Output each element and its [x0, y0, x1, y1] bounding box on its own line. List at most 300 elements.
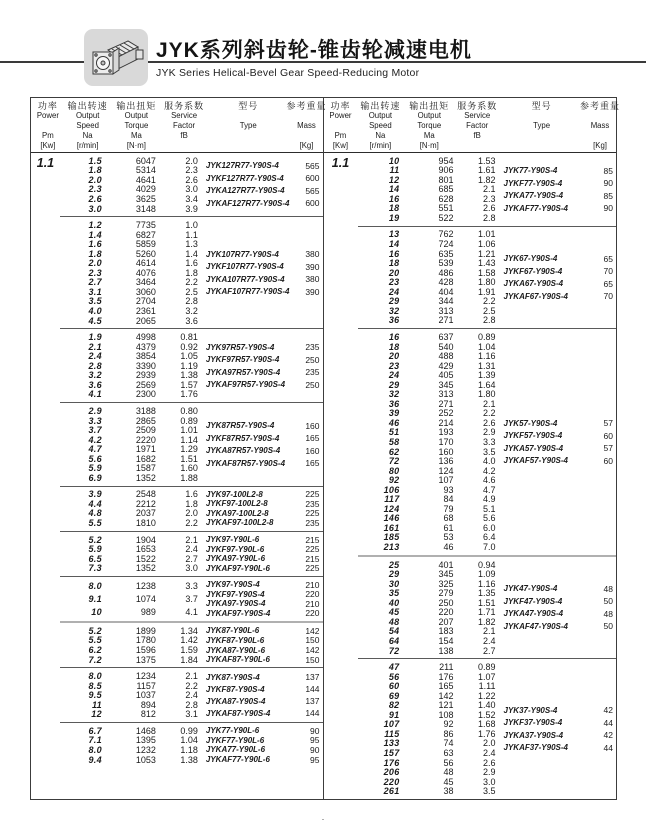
service-factor-value: 3.0 — [185, 563, 198, 574]
spec-row — [60, 645, 202, 655]
spec-row — [358, 277, 500, 287]
mass-value: 600 — [305, 198, 320, 209]
output-speed-value: 9.1 — [88, 594, 102, 605]
spec-row — [358, 380, 500, 390]
output-speed-value: 54 — [388, 626, 400, 637]
output-speed-value: 64 — [388, 635, 400, 646]
output-speed-value: 36 — [388, 398, 400, 409]
spec-row — [358, 681, 500, 691]
output-torque-value: 1899 — [135, 625, 156, 636]
spec-row — [358, 156, 500, 166]
spec-row — [358, 287, 500, 297]
service-factor-value: 1.07 — [477, 671, 496, 682]
spec-row — [60, 736, 202, 746]
output-speed-value: 5.5 — [88, 635, 102, 646]
table-body — [324, 153, 617, 799]
header-line: [Kg] — [593, 141, 607, 150]
output-speed-value: 107 — [383, 719, 400, 730]
output-speed-value: 3.0 — [88, 203, 102, 214]
service-factor-value: 6.0 — [482, 522, 496, 533]
mass-value: 137 — [305, 696, 320, 707]
type-row — [206, 490, 323, 500]
mass-value: 50 — [603, 596, 613, 607]
gear-motor-illustration — [88, 34, 144, 82]
service-factor-value: 1.31 — [477, 360, 496, 371]
type-row — [206, 499, 323, 509]
type-name: JYKF77-Y90S-4 — [503, 178, 563, 188]
output-speed-value: 7.1 — [88, 735, 102, 746]
spec-row — [358, 316, 500, 326]
spec-row — [60, 607, 202, 617]
output-torque-value: 428 — [438, 277, 454, 288]
mass-value: 60 — [603, 455, 613, 466]
type-row — [206, 432, 323, 445]
mass-value: 65 — [603, 253, 613, 264]
service-factor-value: 2.5 — [482, 305, 496, 316]
type-row — [206, 197, 323, 210]
output-torque-value: 540 — [438, 341, 454, 352]
service-factor-value: 1.01 — [477, 229, 496, 240]
type-row — [504, 189, 617, 202]
mass-value: 42 — [603, 705, 613, 716]
spec-table — [30, 97, 621, 800]
type-list — [202, 490, 323, 528]
type-row — [504, 252, 617, 265]
service-factor-value: 3.5 — [482, 446, 496, 457]
header-cell — [455, 101, 499, 152]
output-speed-value: 32 — [388, 389, 400, 400]
service-factor-value: 2.3 — [482, 193, 496, 204]
service-factor-value: 1.04 — [477, 341, 496, 352]
type-row — [504, 608, 617, 621]
service-factor-value: 2.1 — [185, 671, 198, 682]
header-line: 输出扭矩 — [409, 101, 450, 111]
spec-row — [60, 287, 202, 297]
type-name: JYKF37-Y90S-4 — [503, 718, 563, 728]
service-factor-value: 1.18 — [180, 744, 198, 755]
spec-row — [60, 416, 202, 426]
mass-value: 70 — [603, 291, 613, 302]
mass-value: 235 — [305, 518, 320, 528]
type-row — [206, 353, 323, 366]
type-row — [206, 248, 323, 261]
service-factor-value: 1.39 — [477, 370, 496, 381]
spec-row — [60, 463, 202, 473]
output-speed-value: 48 — [388, 616, 400, 627]
type-name: JYK67-Y90S-4 — [503, 254, 558, 264]
spec-row — [358, 662, 500, 672]
output-speed-value: 20 — [388, 267, 400, 278]
output-speed-value: 23 — [388, 277, 400, 288]
header-line: Service — [464, 111, 491, 120]
type-name: JYKAF47-Y90S-4 — [503, 621, 568, 631]
output-speed-value: 39 — [388, 408, 400, 419]
output-speed-value: 13 — [388, 229, 400, 240]
header-line: Power — [36, 111, 59, 120]
type-name: JYKAF87-Y90S-4 — [205, 708, 271, 718]
output-torque-value: 2939 — [135, 370, 156, 381]
output-speed-value: 12 — [91, 709, 102, 720]
service-factor-value: 1.35 — [477, 588, 496, 599]
output-speed-value: 18 — [388, 341, 400, 352]
output-speed-value: 29 — [388, 569, 400, 580]
type-name: JYKA97-Y90L-6 — [205, 554, 266, 564]
output-speed-value: 7.3 — [88, 563, 102, 574]
spec-row — [60, 509, 202, 519]
output-speed-value: 115 — [384, 728, 400, 739]
output-speed-value: 1.5 — [88, 155, 102, 166]
spec-row — [358, 504, 500, 514]
output-torque-value: 79 — [443, 503, 454, 514]
output-speed-value: 8.5 — [88, 680, 102, 691]
output-speed-value: 2.4 — [88, 351, 102, 362]
output-torque-value: 68 — [443, 513, 454, 524]
gear-block — [358, 226, 617, 329]
spec-row — [60, 671, 202, 681]
output-speed-value: 20 — [388, 351, 400, 362]
spec-row — [358, 466, 500, 476]
output-torque-value: 1587 — [135, 463, 156, 474]
gear-block — [60, 576, 323, 621]
output-torque-value: 252 — [438, 408, 454, 419]
output-speed-value: 9.4 — [88, 754, 102, 765]
output-torque-value: 325 — [438, 578, 454, 589]
service-factor-value: 2.4 — [185, 690, 198, 701]
output-speed-value: 206 — [383, 767, 400, 778]
header-line: Mass — [297, 121, 316, 130]
type-name: JYK97R57-Y90S-4 — [205, 342, 275, 352]
output-torque-value: 405 — [438, 370, 454, 381]
mass-value: 90 — [310, 725, 320, 736]
output-speed-value: 23 — [388, 360, 400, 371]
header-line: [Kw] — [40, 141, 56, 150]
output-speed-value: 5.2 — [88, 625, 102, 636]
header-line: 输出转速 — [67, 101, 108, 111]
spec-row — [358, 297, 500, 307]
mass-value: 210 — [305, 579, 320, 590]
service-factor-value: 0.89 — [180, 415, 198, 426]
type-row — [206, 378, 323, 391]
mass-value: 90 — [603, 178, 613, 188]
output-torque-value: 954 — [438, 155, 454, 166]
output-speed-value: 36 — [388, 315, 400, 326]
output-torque-value: 1074 — [135, 594, 156, 605]
output-torque-value: 539 — [438, 258, 454, 269]
ratio-rows — [358, 560, 500, 656]
output-torque-value: 404 — [438, 286, 454, 297]
mass-value: 85 — [603, 190, 613, 201]
service-factor-value: 1.68 — [477, 719, 496, 730]
header-line: Type — [533, 121, 551, 130]
mass-value: 42 — [603, 730, 613, 741]
type-name: JYK97-Y90S-4 — [205, 580, 260, 590]
spec-row — [358, 672, 500, 682]
output-torque-value: 170 — [438, 436, 454, 447]
output-torque-value: 1037 — [135, 690, 156, 701]
spec-row — [358, 456, 500, 466]
spec-row — [358, 239, 500, 249]
service-factor-value: 2.2 — [482, 408, 496, 419]
output-speed-value: 5.2 — [88, 534, 102, 545]
service-factor-value: 1.60 — [180, 463, 198, 474]
service-factor-value: 1.43 — [477, 258, 496, 269]
spec-row — [60, 473, 202, 483]
output-torque-value: 401 — [438, 559, 454, 570]
type-name: JYKA57-Y90S-4 — [503, 443, 564, 453]
header-line: [Kw] — [332, 141, 349, 150]
header-line: Torque — [417, 121, 442, 130]
output-torque-value: 121 — [438, 700, 454, 711]
output-torque-value: 762 — [438, 229, 454, 240]
table-half — [31, 98, 327, 799]
power-value: 1.1 — [331, 155, 350, 170]
output-speed-value: 1.2 — [88, 220, 102, 231]
gear-block — [60, 531, 323, 576]
type-name: JYKF97R57-Y90S-4 — [205, 355, 280, 365]
service-factor-value: 4.6 — [482, 475, 496, 486]
service-factor-value: 1.71 — [477, 607, 496, 618]
table-header-row — [324, 98, 621, 153]
gear-block — [60, 621, 323, 667]
service-factor-value: 1.80 — [477, 389, 496, 400]
power-column — [324, 153, 358, 799]
spec-row — [358, 268, 500, 278]
service-factor-value: 1.19 — [180, 360, 198, 371]
block-list — [60, 153, 323, 799]
type-name: JYKA127R77-Y90S-4 — [205, 186, 285, 196]
type-name: JYKF97-100L2-8 — [205, 499, 268, 509]
mass-value: 380 — [305, 274, 320, 285]
type-name: JYKAF127R77-Y90S-4 — [205, 198, 290, 208]
type-row — [206, 341, 323, 354]
output-torque-value: 46 — [443, 541, 454, 552]
type-name: JYK127R77-Y90S-4 — [205, 161, 279, 171]
output-torque-value: 345 — [438, 379, 454, 390]
service-factor-value: 1.58 — [477, 267, 496, 278]
gear-block — [60, 402, 323, 485]
output-speed-value: 14 — [388, 184, 400, 195]
mass-value: 65 — [603, 278, 613, 289]
service-factor-value: 1.29 — [180, 444, 198, 455]
spec-row — [60, 626, 202, 636]
type-name: JYK107R77-Y90S-4 — [205, 249, 279, 259]
output-speed-value: 157 — [383, 748, 400, 759]
mass-value: 215 — [305, 553, 320, 564]
service-factor-value: 1.16 — [477, 351, 496, 362]
type-row — [206, 366, 323, 379]
type-name: JYKAF97R57-Y90S-4 — [205, 380, 286, 390]
service-factor-value: 1.38 — [180, 370, 198, 381]
output-torque-value: 2569 — [135, 379, 156, 390]
type-name: JYKF107R77-Y90S-4 — [205, 262, 284, 272]
mass-value: 225 — [305, 508, 320, 519]
service-factor-value: 2.4 — [482, 635, 496, 646]
type-row — [206, 285, 323, 298]
output-torque-value: 2704 — [135, 296, 156, 307]
ratio-rows — [60, 671, 202, 719]
output-torque-value: 5859 — [135, 239, 156, 250]
type-row — [206, 755, 323, 765]
header-line: Pm — [334, 131, 347, 140]
mass-value: 250 — [305, 354, 320, 365]
output-torque-value: 4998 — [135, 332, 156, 343]
service-factor-value: 1.04 — [180, 735, 198, 746]
service-factor-value: 1.88 — [180, 472, 198, 483]
type-row — [206, 590, 323, 600]
output-torque-value: 220 — [438, 607, 454, 618]
service-factor-value: 1.51 — [180, 453, 198, 464]
header-line: 功率 — [37, 101, 58, 111]
table-body — [31, 153, 323, 799]
service-factor-value: 0.89 — [477, 331, 496, 342]
type-name: JYKAF97-100L2-8 — [205, 518, 274, 528]
type-list — [202, 671, 323, 719]
spec-row — [60, 268, 202, 278]
service-factor-value: 2.8 — [185, 699, 198, 710]
type-name: JYKA97-Y90S-4 — [205, 599, 266, 609]
output-speed-value: 80 — [388, 465, 400, 476]
type-row — [206, 636, 323, 646]
spec-row — [60, 499, 202, 509]
ratio-rows — [60, 535, 202, 573]
service-factor-value: 1.34 — [180, 625, 198, 636]
type-name: JYKAF87-Y90L-6 — [205, 655, 270, 665]
output-speed-value: 133 — [383, 738, 400, 749]
service-factor-value: 2.5 — [185, 286, 198, 297]
service-factor-value: 1.91 — [477, 286, 496, 297]
output-speed-value: 4.1 — [88, 389, 102, 400]
service-factor-value: 1.09 — [477, 569, 496, 580]
service-factor-value: 1.40 — [477, 700, 496, 711]
output-torque-value: 1157 — [136, 680, 156, 691]
type-name: JYKF97-Y90S-4 — [205, 589, 265, 599]
output-speed-value: 117 — [384, 494, 400, 505]
type-row — [206, 185, 323, 198]
spec-row — [60, 636, 202, 646]
output-torque-value: 551 — [438, 203, 454, 214]
spec-row — [60, 342, 202, 352]
spec-row — [60, 230, 202, 240]
output-torque-value: 724 — [438, 239, 454, 249]
header-cell — [499, 101, 584, 152]
service-factor-value: 1.82 — [477, 174, 496, 185]
spec-row — [358, 213, 500, 223]
service-factor-value: 3.9 — [185, 203, 198, 214]
type-name: JYKA97R57-Y90S-4 — [205, 367, 281, 377]
output-speed-value: 4.0 — [88, 306, 102, 316]
type-name: JYKAF97-Y90S-4 — [205, 608, 271, 618]
output-torque-value: 637 — [438, 331, 454, 342]
ratio-rows — [358, 156, 500, 223]
type-row — [206, 707, 323, 719]
output-torque-value: 685 — [438, 184, 454, 195]
output-speed-value: 161 — [383, 522, 400, 533]
type-name: JYKA77-Y90L-6 — [205, 745, 266, 755]
output-speed-value: 1.8 — [88, 248, 102, 259]
header-line: Output — [124, 111, 149, 120]
output-torque-value: 989 — [140, 606, 156, 617]
spec-row — [358, 409, 500, 419]
output-speed-value: 3.5 — [88, 296, 102, 307]
service-factor-value: 0.92 — [180, 341, 198, 352]
type-row — [206, 599, 323, 609]
type-row — [206, 671, 323, 683]
output-speed-value: 8.0 — [88, 671, 102, 682]
output-torque-value: 45 — [443, 776, 454, 787]
service-factor-value: 1.8 — [185, 498, 198, 509]
spec-row — [60, 380, 202, 390]
spec-row — [358, 758, 500, 768]
mass-value: 142 — [305, 625, 320, 636]
output-speed-value: 2.6 — [88, 193, 102, 204]
output-torque-value: 7735 — [135, 220, 156, 231]
output-torque-value: 250 — [438, 597, 454, 608]
output-torque-value: 4029 — [135, 184, 156, 195]
type-row — [504, 265, 617, 278]
spec-row — [358, 249, 500, 259]
header-cell — [403, 101, 455, 152]
service-factor-value: 2.3 — [185, 165, 198, 176]
output-speed-value: 18 — [388, 258, 400, 269]
spec-row — [60, 166, 202, 176]
type-name: JYK77-Y90L-6 — [205, 726, 260, 736]
type-name: JYKF47-Y90S-4 — [503, 596, 563, 606]
type-row — [206, 736, 323, 746]
ratio-rows — [60, 626, 202, 664]
header-cell — [324, 101, 358, 152]
mass-value: 160 — [305, 445, 320, 456]
output-speed-value: 72 — [388, 456, 400, 467]
type-row — [206, 580, 323, 590]
output-torque-value: 488 — [438, 351, 454, 362]
spec-row — [60, 544, 202, 554]
output-speed-value: 6.9 — [88, 472, 102, 483]
output-speed-value: 69 — [388, 690, 400, 701]
output-speed-value: 9.5 — [88, 690, 102, 701]
output-speed-value: 6.2 — [88, 645, 102, 656]
spec-row — [60, 239, 202, 249]
spec-row — [60, 297, 202, 307]
type-name: JYK57-Y90S-4 — [503, 418, 558, 428]
header-cell — [111, 101, 163, 152]
type-row — [206, 444, 323, 457]
spec-row — [358, 748, 500, 758]
type-name: JYKAF37-Y90S-4 — [503, 743, 568, 753]
service-factor-value: 1.14 — [180, 434, 198, 445]
type-list — [500, 230, 617, 326]
ratio-rows — [358, 230, 500, 326]
output-torque-value: 2212 — [135, 498, 156, 509]
type-row — [206, 544, 323, 554]
spec-row — [60, 156, 202, 166]
output-torque-value: 1232 — [135, 744, 156, 755]
output-speed-value: 6.7 — [88, 725, 102, 736]
spec-row — [358, 627, 500, 637]
output-torque-value: 3188 — [135, 405, 156, 416]
output-torque-value: 2509 — [135, 425, 156, 436]
output-speed-value: 10 — [388, 155, 400, 166]
mass-value: 44 — [603, 742, 613, 753]
type-name: JYKAF97-Y90L-6 — [205, 563, 270, 573]
mass-value: 250 — [305, 379, 320, 390]
service-factor-value: 2.7 — [482, 645, 496, 656]
header-line: Ma — [130, 131, 142, 140]
output-torque-value: 1971 — [135, 444, 156, 455]
service-factor-value: 0.89 — [477, 662, 496, 673]
type-row — [206, 509, 323, 519]
output-speed-value: 12 — [388, 174, 400, 185]
output-torque-value: 176 — [438, 671, 454, 682]
